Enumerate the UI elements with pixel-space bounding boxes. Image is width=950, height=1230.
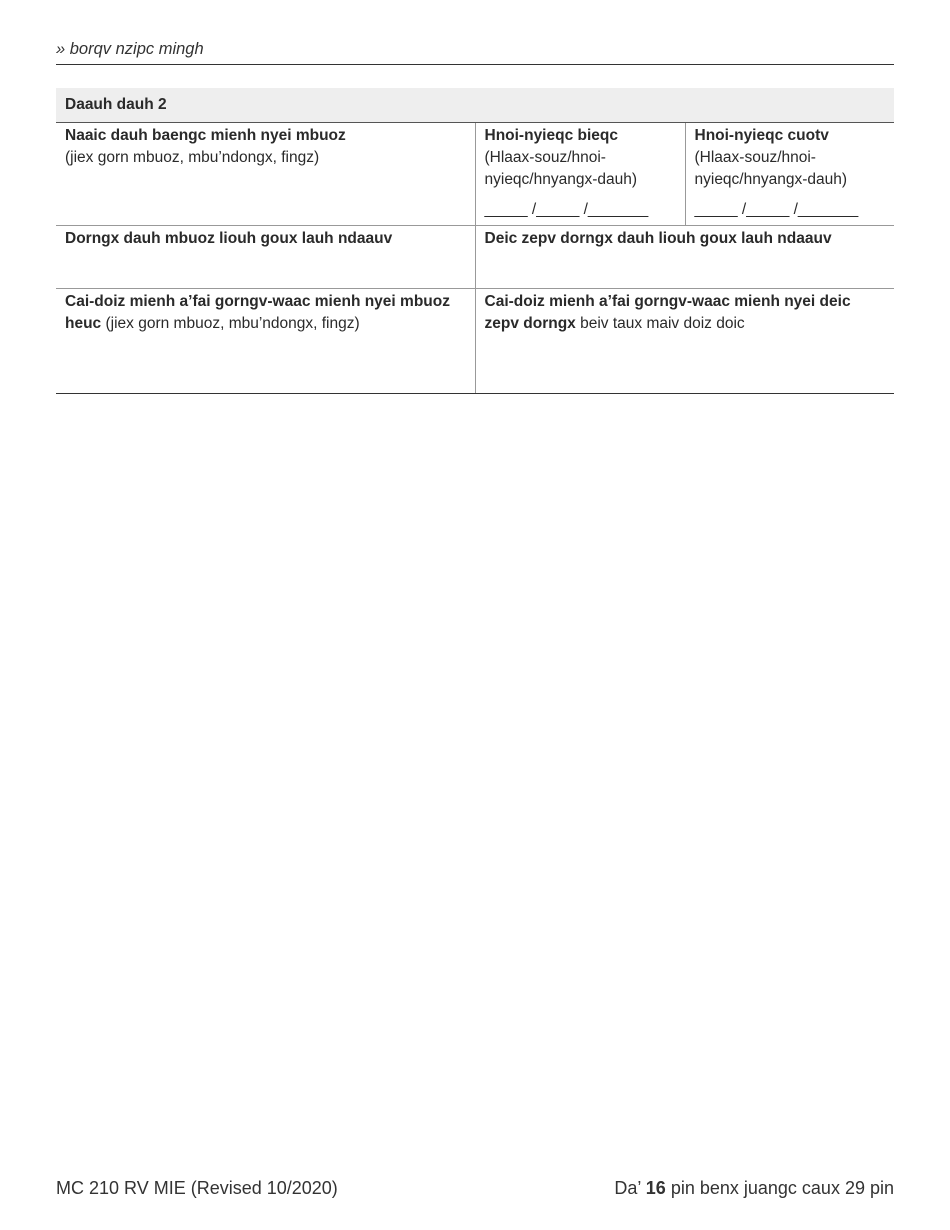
contact-name-hint: (jiex gorn mbuoz, mbu’ndongx, fingz) bbox=[105, 315, 360, 332]
table-row bbox=[56, 289, 894, 394]
section-header-row bbox=[56, 88, 894, 123]
table-row bbox=[56, 123, 894, 226]
contact-address-label-2: deic zepv dorngx bbox=[484, 293, 851, 332]
section-table bbox=[56, 88, 894, 394]
provider-name-field[interactable] bbox=[56, 123, 475, 226]
end-date-hint: (Hlaax-souz/hnoi-nyieqc/hnyangx-dauh) bbox=[694, 149, 848, 188]
start-date-blank[interactable]: _____ /_____ /_______ bbox=[484, 201, 649, 218]
address-field[interactable] bbox=[475, 226, 894, 289]
page-prefix: Da’ bbox=[614, 1178, 641, 1198]
end-date-blank[interactable]: _____ /_____ /_______ bbox=[694, 201, 859, 218]
section-title: Daauh dauh 2 bbox=[56, 88, 894, 123]
address-label: Deic zepv dorngx dauh liouh goux lauh ndaauv bbox=[484, 230, 832, 247]
contact-name-label-1: Cai-doiz mienh a’fai gorngv-waac mienh nyei bbox=[65, 293, 396, 310]
page-number: 16 bbox=[645, 1178, 666, 1198]
provider-name-hint: (jiex gorn mbuoz, mbu’ndongx, fingz) bbox=[65, 149, 320, 166]
form-id: MC 210 RV MIE (Revised 10/2020) bbox=[56, 1178, 338, 1198]
contact-address-hint: beiv taux maiv doiz doic bbox=[580, 315, 745, 332]
header-divider bbox=[56, 64, 894, 65]
table-row bbox=[56, 226, 894, 289]
contact-address-label-1: Cai-doiz mienh a’fai gorngv-waac mienh nyei bbox=[484, 293, 816, 310]
contact-name-field[interactable] bbox=[56, 289, 475, 394]
end-date-label: Hnoi-nyieqc cuotv bbox=[694, 127, 829, 144]
end-date-field[interactable] bbox=[685, 123, 894, 226]
continuation-header: » borqv nzipc mingh bbox=[56, 40, 204, 58]
page-suffix: pin benx juangc caux 29 pin bbox=[670, 1178, 894, 1198]
start-date-field[interactable] bbox=[475, 123, 685, 226]
contact-name-label-2: mbuoz heuc bbox=[65, 293, 450, 332]
phone-label: Dorngx dauh mbuoz liouh goux lauh ndaauv bbox=[65, 230, 393, 247]
start-date-hint: (Hlaax-souz/hnoi-nyieqc/hnyangx-dauh) bbox=[484, 149, 638, 188]
contact-address-field[interactable] bbox=[475, 289, 894, 394]
page-indicator bbox=[614, 1178, 894, 1199]
provider-name-label: Naaic dauh baengc mienh nyei mbuoz bbox=[65, 127, 346, 144]
phone-field[interactable] bbox=[56, 226, 475, 289]
start-date-label: Hnoi-nyieqc bieqc bbox=[484, 127, 618, 144]
